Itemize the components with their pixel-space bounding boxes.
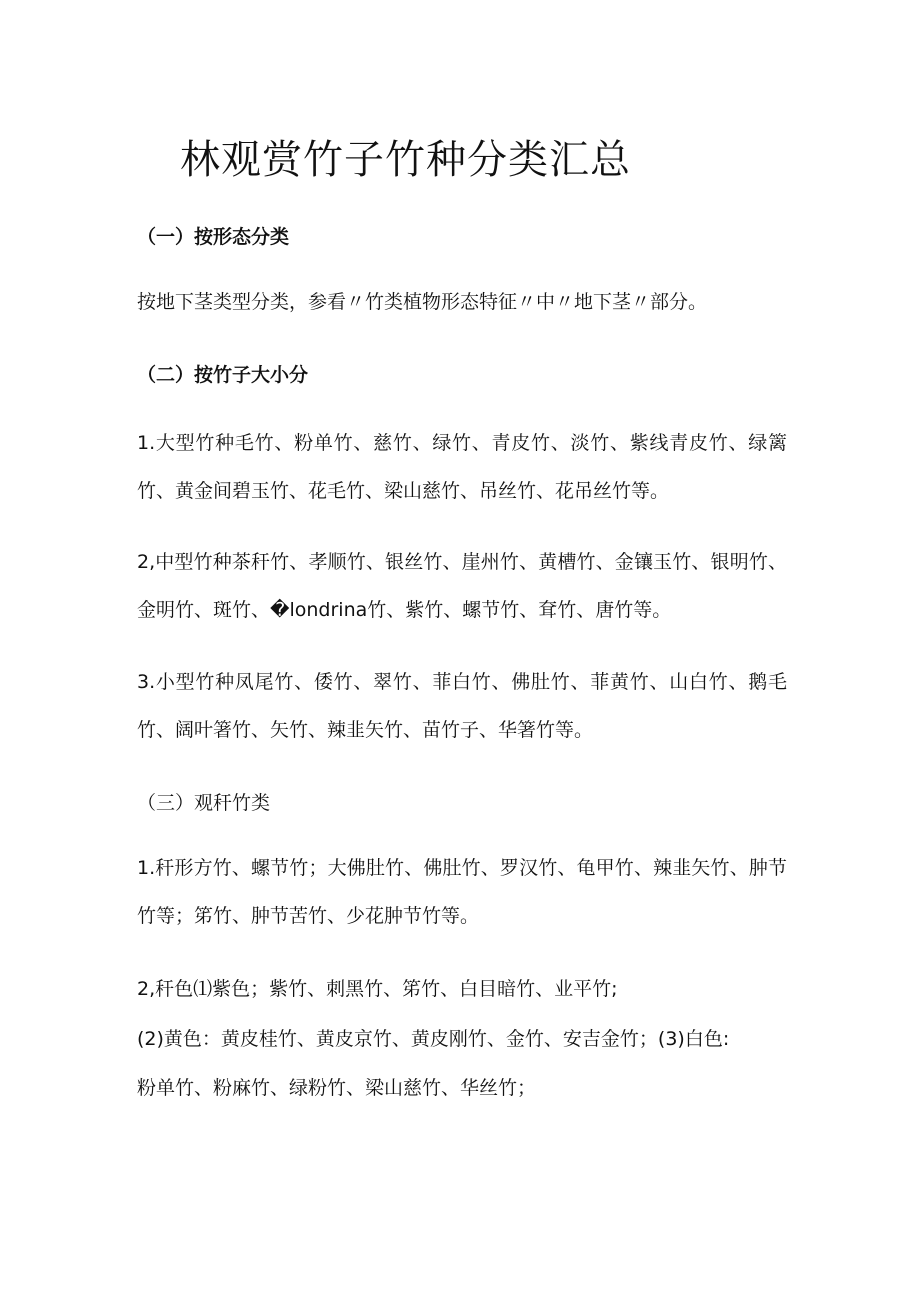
paragraph-small-bamboo: 3.小型竹种凤尾竹、倭竹、翠竹、菲白竹、佛肚竹、菲黄竹、山白竹、鹅毛竹、阔叶箸竹、矢竹、辣韭矢竹、苗竹子、华箸竹等。 bbox=[137, 671, 787, 741]
paragraph-rhizome-classification: 按地下茎类型分类，参看〃竹类植物形态特征〃中〃地下茎〃部分。 bbox=[137, 291, 708, 313]
paragraph-large-bamboo: 1.大型竹种毛竹、粉单竹、慈竹、绿竹、青皮竹、淡竹、紫线青皮竹、绿篱竹、黄金间碧玉竹、花毛竹、梁山慈竹、吊丝竹、花吊丝竹等。 bbox=[137, 432, 787, 502]
line-culm-color-white-list: 粉单竹、粉麻竹、绿粉竹、梁山慈竹、华丝竹； bbox=[137, 1077, 537, 1099]
page-title: 林观赏竹子竹种分类汇总 bbox=[180, 137, 631, 183]
line-culm-color-purple: 2,秆色⑴紫色；紫竹、刺黑竹、笫竹、白目暗竹、业平竹; bbox=[137, 978, 618, 1000]
section-heading-size: （二）按竹子大小分 bbox=[137, 364, 309, 386]
paragraph-culm-shape: 1.秆形方竹、螺节竹；大佛肚竹、佛肚竹、罗汉竹、龟甲竹、辣韭矢竹、肿节竹等；笫竹、肿节苦竹、少花肿节竹等。 bbox=[137, 857, 787, 927]
line-culm-color-yellow-white: (2)黄色：黄皮桂竹、黄皮京竹、黄皮刚竹、金竹、安吉金竹；(3)白色: bbox=[137, 1028, 730, 1050]
section-heading-morphology: （一）按形态分类 bbox=[137, 226, 290, 248]
paragraph-medium-bamboo: 2,中型竹种茶秆竹、孝顺竹、银丝竹、崖州竹、黄槽竹、金镶玉竹、银明竹、金明竹、斑竹、�londrina竹、紫竹、螺节竹、耷竹、唐竹等。 bbox=[137, 551, 787, 621]
section-heading-culm: （三）观秆竹类 bbox=[137, 792, 271, 814]
